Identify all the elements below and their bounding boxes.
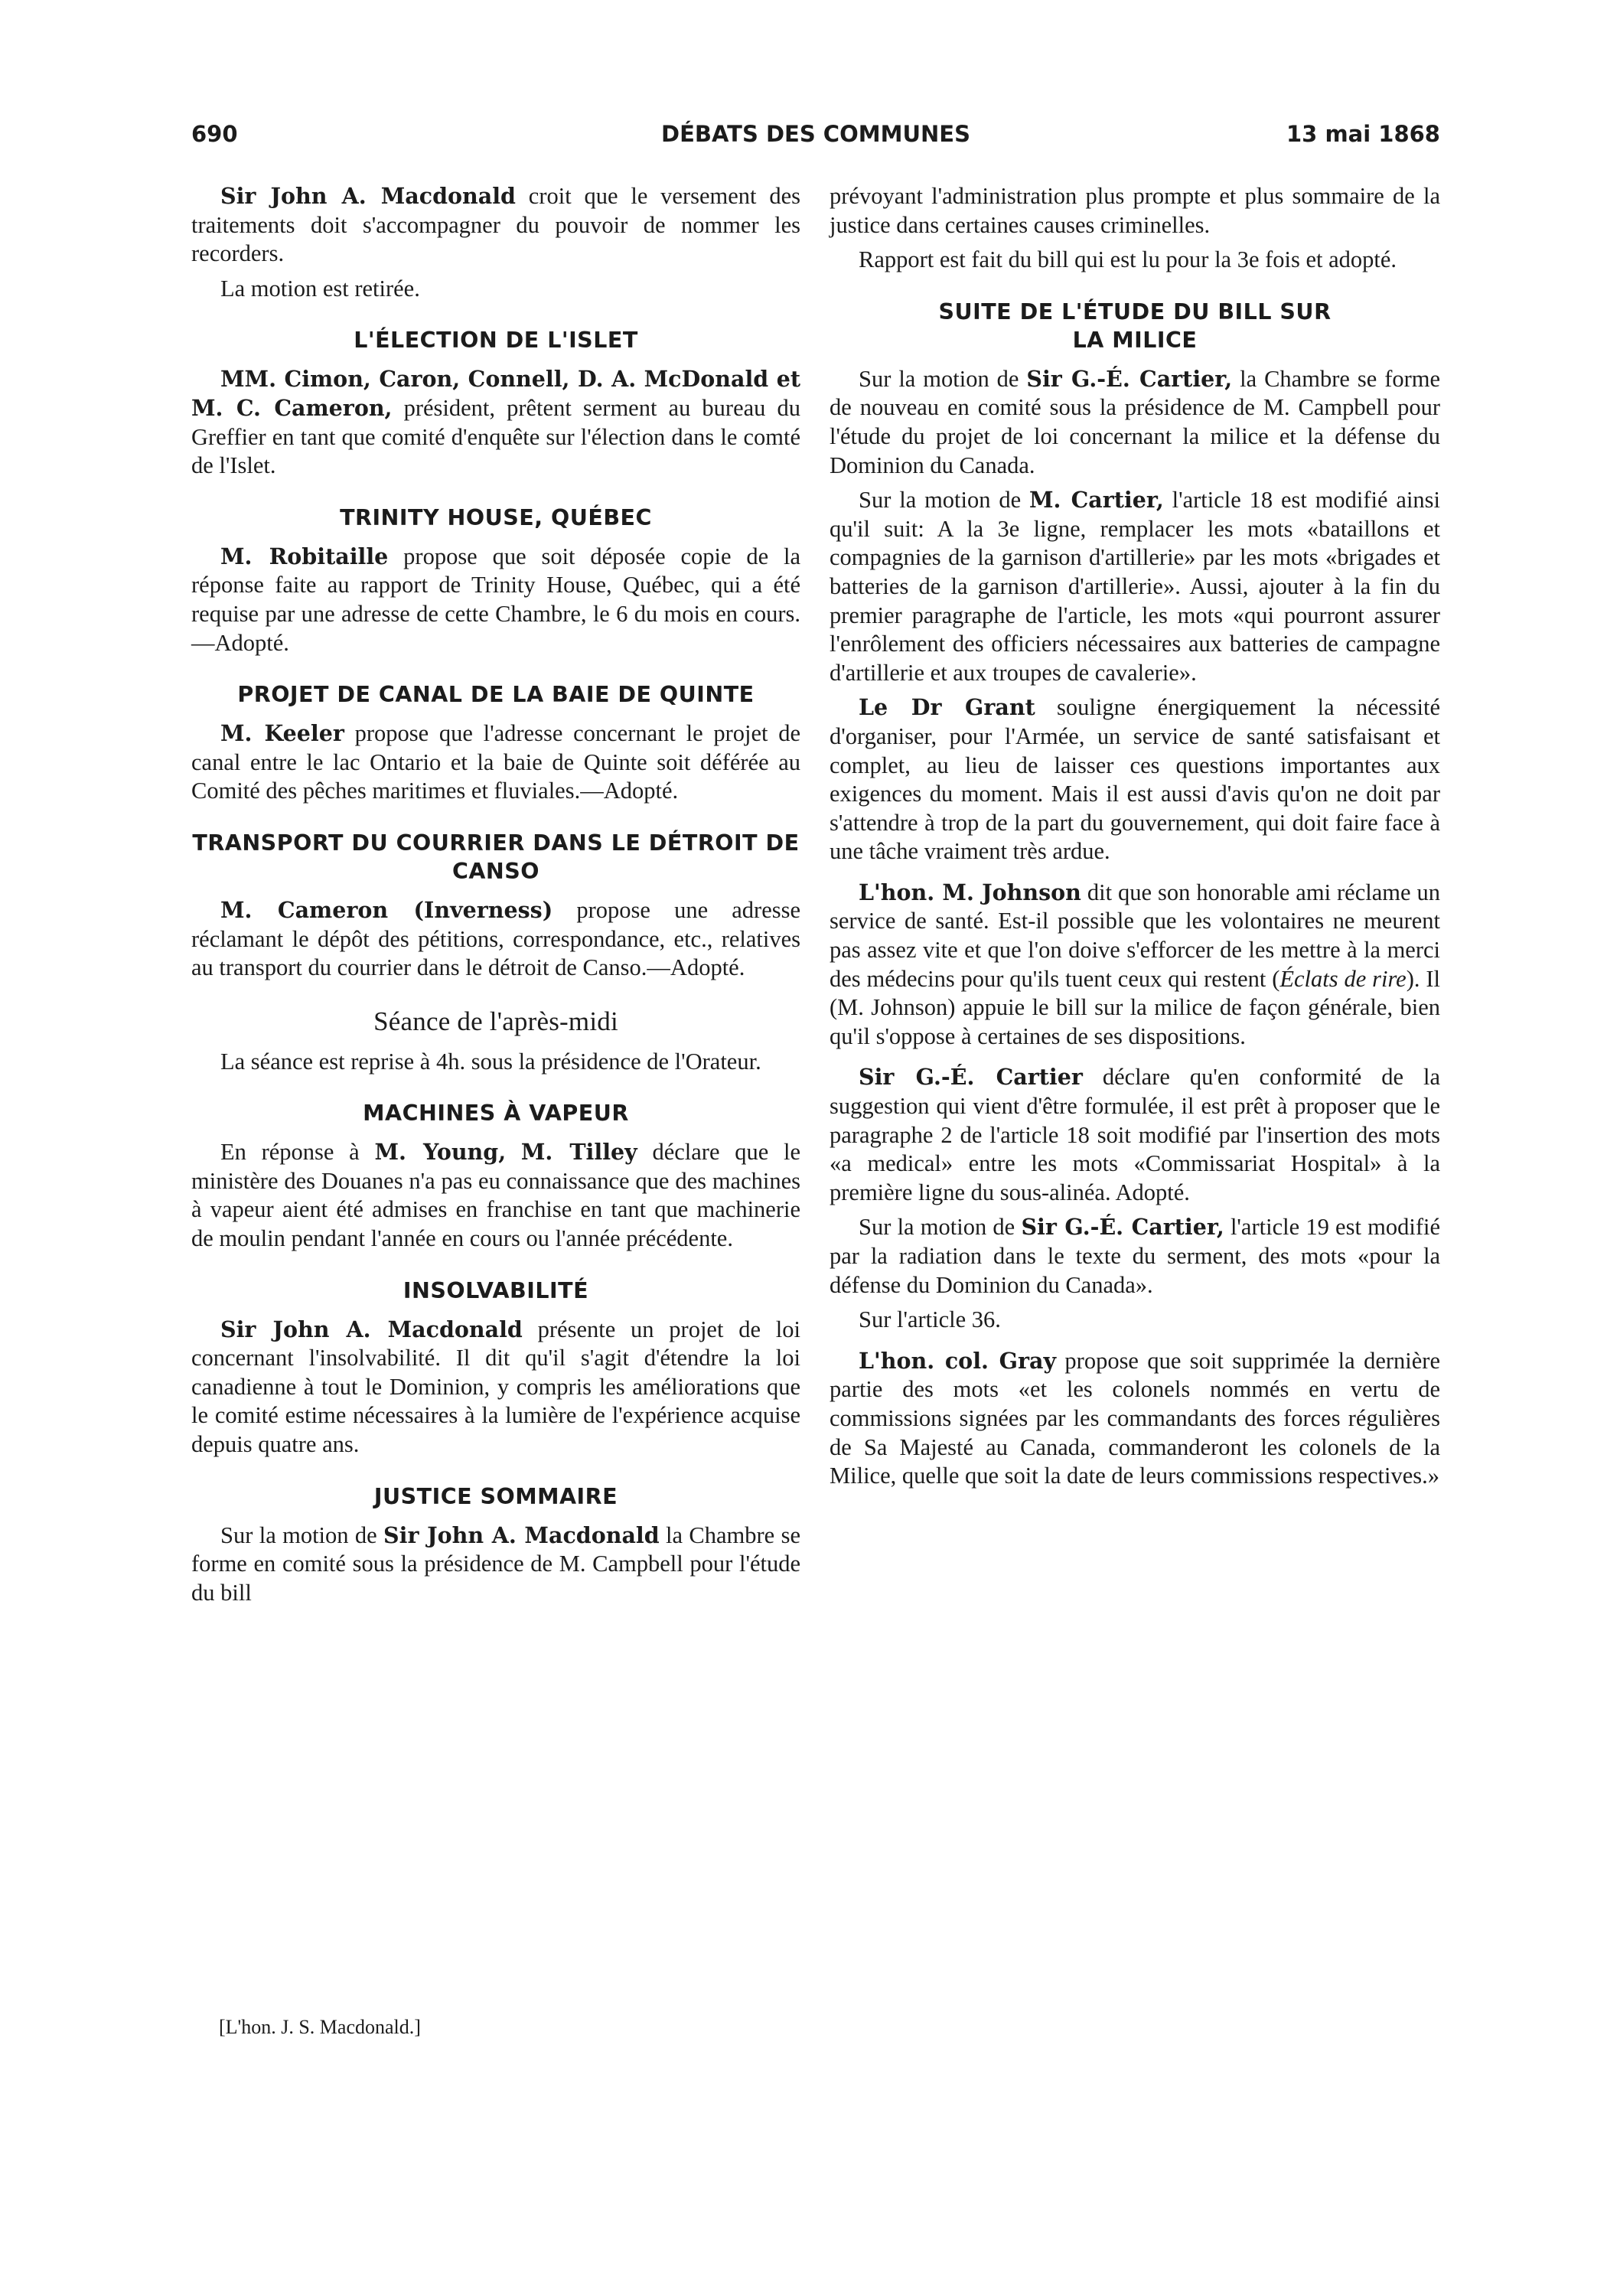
- paragraph: [830, 693, 1440, 866]
- right-column: [830, 182, 1440, 1497]
- paragraph-text: dit que son honorable ami réclame un service de santé. Est-il possible que les volontaires ne meurent pas assez vite et que l'on doive s'efforcer de les mettre à la merci des médecins pour qu'ils tuent ceux qui restent (: [830, 879, 1440, 992]
- paragraph: La séance est reprise à 4h. sous la présidence de l'Orateur.: [220, 1048, 761, 1075]
- paragraph-text: Sur la motion de: [859, 365, 1027, 392]
- section-heading: PROJET DE CANAL DE LA BAIE DE QUINTE: [237, 682, 755, 708]
- section-heading: JUSTICE SOMMAIRE: [373, 1483, 618, 1509]
- paragraph: [191, 365, 800, 480]
- paragraph: [191, 896, 800, 983]
- paragraph-text: souligne énergiquement la nécessité d'organiser, pour l'Armée, un service de santé satisfaisant et complet, au lieu de laisser ces questions importantes aux exigences du moment. Mais il est aussi d'avis qu'on ne doit par s'attendre à trop de la part du gouvernement, qui doit faire face à une tâche vraiment très ardue.: [830, 694, 1440, 865]
- speaker: M. Young,: [374, 1139, 507, 1166]
- paragraph: [830, 879, 1440, 1052]
- speaker: M. Robitaille: [220, 543, 389, 569]
- paragraph-text: la Chambre se forme en comité sous la présidence de M. Campbell pour l'étude du bill: [191, 1521, 800, 1606]
- speaker: M. Cartier,: [1028, 487, 1164, 514]
- page-date: 13 mai 1868: [1286, 121, 1440, 147]
- paragraph-text: propose que l'adresse concernant le projet de canal entre le lac Ontario et la baie de Quinte soit déférée au Comité des pêches maritimes et fluviales.—Adopté.: [191, 720, 800, 804]
- left-column: [191, 182, 800, 1613]
- paragraph: [191, 182, 800, 269]
- paragraph-text: Sur la motion de: [220, 1521, 384, 1548]
- paragraph-text: ). Il (M. Johnson) appuie le bill sur la milice de façon générale, bien qu'il s'oppose à certaines de ses dispositions.: [830, 965, 1441, 1049]
- paragraph-text: propose que soit supprimée la dernière partie des mots «et les colonels nommés en vertu de commissions signées par les commandants des forces régulières de Sa Majesté au Canada, commanderont les colonels de la Milice, quelle que soit la date de leurs commissions respectives.»: [830, 1347, 1440, 1489]
- speaker: Sir G.-É. Cartier: [859, 1064, 1083, 1091]
- paragraph: Rapport est fait du bill qui est lu pour la 3e fois et adopté.: [859, 246, 1397, 273]
- paragraph: [191, 1521, 800, 1608]
- paragraph: Sur l'article 36.: [859, 1306, 1001, 1333]
- paragraph: [191, 543, 800, 657]
- section-heading: MACHINES À VAPEUR: [363, 1101, 629, 1127]
- paragraph-text: l'article 18 est modifié ainsi qu'il suit: A la 3e ligne, remplacer les mots «bataillons et compagnies de la garnison d'artillerie» par les mots «brigades et batteries de la garnison d'artillerie». Aussi, ajouter à la fin du premier paragraphe de l'article, les mots «qui pourront assurer l'enrôlement des officiers nécessaires aux batteries de campagne d'artillerie et aux troupes de cavalerie».: [830, 487, 1441, 686]
- paragraph: [830, 1213, 1440, 1300]
- stage-direction: Éclats de rire: [1279, 965, 1407, 992]
- speaker: M. Tilley: [520, 1139, 637, 1166]
- speaker: Sir G.-É. Cartier,: [1021, 1214, 1224, 1241]
- paragraph: [830, 365, 1440, 480]
- speaker: M. Keeler: [220, 720, 344, 747]
- paragraph: prévoyant l'administration plus prompte et plus sommaire de la justice dans certaines causes criminelles.: [830, 183, 1440, 238]
- paragraph: [191, 1316, 800, 1459]
- paragraph-text: En réponse à: [220, 1139, 375, 1166]
- paragraph: [191, 1138, 800, 1253]
- paragraph-text: Sur la motion de: [859, 1214, 1022, 1241]
- paragraph: [830, 1063, 1440, 1207]
- page-footer-note: [L'hon. J. S. Macdonald.]: [219, 2016, 421, 2038]
- paragraph-text: propose que soit déposée copie de la réponse faite au rapport de Trinity House, Québec, qui a été requise par une adresse de cette Chambre, le 6 du mois en cours.—Adopté.: [191, 543, 800, 656]
- speaker: Le Dr Grant: [859, 694, 1035, 721]
- paragraph: [830, 486, 1440, 687]
- section-heading: TRANSPORT DU COURRIER DANS LE DÉTROIT DE CANSO: [192, 830, 800, 884]
- speaker: Sir John A. Macdonald: [383, 1521, 660, 1548]
- paragraph-text: l'article 19 est modifié par la radiation dans le texte du serment, des mots «pour la défense du Dominion du Canada».: [830, 1214, 1440, 1298]
- paragraph-text: [506, 1139, 521, 1165]
- paragraph-text: déclare que le ministère des Douanes n'a pas eu connaissance que des machines à vapeur aient été admises en franchise en tant que machinerie de moulin pendant l'année en cours ou l'année précédente.: [191, 1139, 800, 1252]
- section-heading: L'ÉLECTION DE L'ISLET: [354, 328, 638, 354]
- paragraph: La motion est retirée.: [220, 275, 420, 302]
- paragraph-text: Sur la motion de: [859, 487, 1029, 514]
- speaker: Sir John A. Macdonald: [220, 1316, 523, 1342]
- speaker: M. Cameron (Inverness): [220, 896, 553, 923]
- paragraph-text: président, prêtent serment au bureau du Greffier en tant que comité d'enquête sur l'élection dans le comté de l'Islet.: [191, 394, 801, 479]
- speaker: MM. Cimon, Caron, Connell, D. A. McDonald et M. C. Cameron,: [191, 366, 800, 421]
- section-heading: SUITE DE L'ÉTUDE DU BILL SUR LA MILICE: [938, 298, 1332, 353]
- section-heading: TRINITY HOUSE, QUÉBEC: [340, 504, 652, 530]
- section-heading: INSOLVABILITÉ: [403, 1277, 589, 1303]
- speaker: L'hon. col. Gray: [859, 1347, 1057, 1374]
- paragraph-text: propose une adresse réclamant le dépôt des pétitions, correspondance, etc., relatives au transport du courrier dans le détroit de Canso.—Adopté.: [191, 896, 801, 981]
- paragraph-text: croit que le versement des traitements doit s'accompagner du pouvoir de nommer les recorders.: [191, 183, 800, 267]
- speaker: Sir G.-É. Cartier,: [1026, 365, 1233, 392]
- speaker: Sir John A. Macdonald: [220, 183, 516, 209]
- paragraph-text: la Chambre se forme de nouveau en comité sous la présidence de M. Campbell pour l'étude du projet de loi concernant la milice et la défense du Dominion du Canada.: [830, 365, 1441, 478]
- paragraph: [191, 719, 800, 806]
- page-number: 690: [191, 121, 238, 147]
- paragraph-text: déclare qu'en conformité de la suggestion qui vient d'être formulée, il est prêt à proposer que le paragraphe 2 de l'article 18 soit modifié par l'insertion des mots «a medical» entre les mots «Commissariat Hospital» à la première ligne du sous-alinéa. Adopté.: [830, 1064, 1441, 1205]
- paragraph-text: présente un projet de loi concernant l'insolvabilité. Il dit qu'il s'agit d'étendre la loi canadienne à tout le Dominion, y compris les améliorations que le comité estime nécessaires à la lumière de l'expérience acquise depuis quatre ans.: [191, 1316, 800, 1458]
- publication-title: DÉBATS DES COMMUNES: [661, 121, 970, 147]
- paragraph: [830, 1347, 1440, 1491]
- session-heading: Séance de l'après-midi: [373, 1006, 618, 1036]
- speaker: L'hon. M. Johnson: [859, 879, 1081, 905]
- running-head: [191, 121, 1440, 155]
